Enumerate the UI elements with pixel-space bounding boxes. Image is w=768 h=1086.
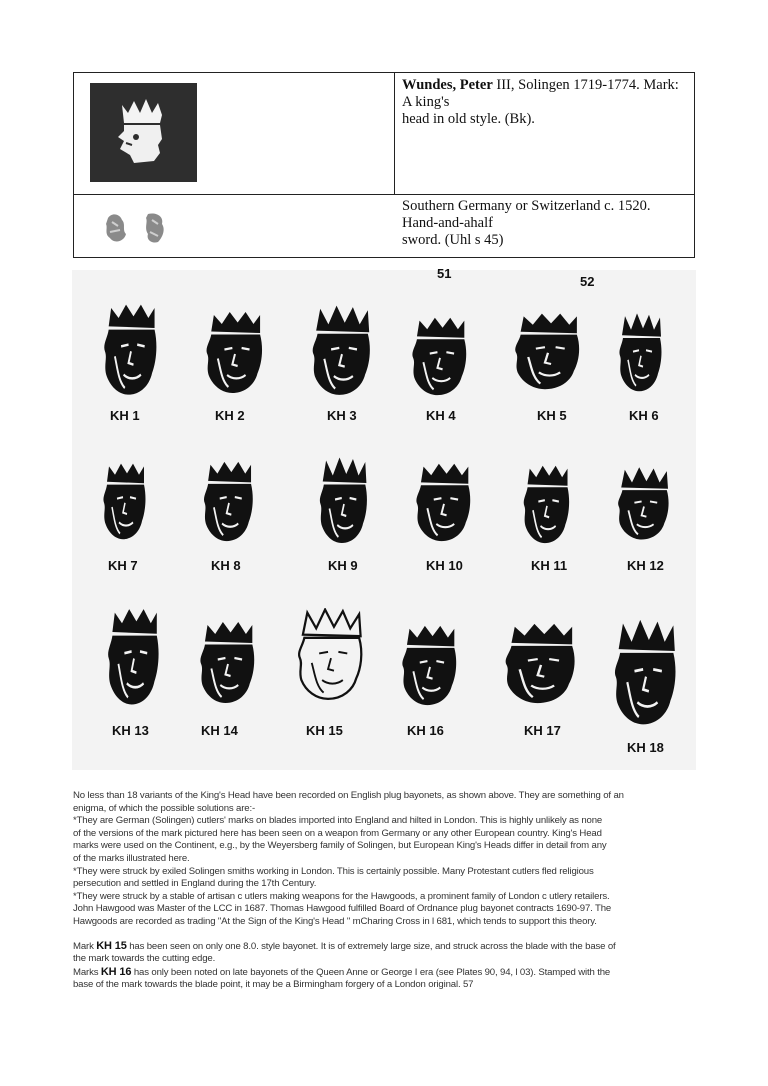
kings-head-mark-10 bbox=[412, 458, 476, 544]
table-cell-description bbox=[402, 198, 686, 249]
text-run: has been seen on only one 8.0. style bayonet. It is of extremely large size, and struck across the blade with the base of bbox=[126, 940, 616, 952]
commentary-line: of the marks illustrated here. bbox=[73, 852, 190, 864]
description-line: Southern Germany or Switzerland c. 1520. bbox=[402, 198, 651, 214]
commentary-paragraph bbox=[73, 940, 699, 992]
text-run: Mark bbox=[73, 940, 97, 952]
kings-head-mark-7 bbox=[100, 458, 150, 542]
mark-label: KH 1 bbox=[110, 408, 140, 423]
mark-reference: KH 15 bbox=[96, 939, 127, 952]
marks-table bbox=[73, 72, 695, 258]
table-row bbox=[74, 73, 694, 195]
commentary-line: John Hawgood was Master of the LCC in 1687. Thomas Hawgood fulfilled Board of Ordnance plug bayonet contracts 1690-97. The bbox=[73, 903, 612, 915]
mark-label: KH 7 bbox=[108, 558, 138, 573]
kings-head-plate bbox=[72, 266, 696, 770]
kings-head-mark-3 bbox=[308, 304, 376, 398]
kings-head-mark-12 bbox=[614, 466, 674, 542]
kings-head-mark-11 bbox=[520, 460, 574, 546]
maker-name: Wundes, Peter bbox=[402, 77, 493, 93]
kings-head-mark-16 bbox=[398, 620, 462, 708]
commentary-paragraph bbox=[73, 790, 699, 929]
mark-reference: KH 16 bbox=[100, 965, 132, 978]
kings-head-mark-17 bbox=[500, 618, 582, 706]
kings-head-mark-2 bbox=[202, 306, 268, 396]
kings-head-mark-4 bbox=[408, 312, 472, 398]
text-run: Marks bbox=[73, 966, 101, 978]
commentary-line: persecution and settled in England during the 17th Century. bbox=[73, 878, 317, 890]
commentary-line: *They were struck by exiled Solingen smiths working in London. This is certainly possible. Many Protestant cutlers fled religious bbox=[73, 865, 594, 877]
commentary-line: No less than 18 variants of the King's Head have been recorded on English plug bayonets, as shown above. They are something of an bbox=[73, 790, 624, 801]
description-line: A king's bbox=[402, 94, 450, 110]
commentary-line: enigma, of which the possible solutions are:- bbox=[73, 802, 256, 814]
table-row bbox=[74, 194, 694, 258]
mark-label: KH 17 bbox=[524, 723, 561, 738]
kings-head-mark-9 bbox=[316, 456, 372, 546]
description-line: Hand-and-ahalf bbox=[402, 215, 493, 231]
description-line: head in old style. (Bk). bbox=[402, 111, 535, 127]
kings-head-mark-8 bbox=[200, 456, 258, 544]
plate-number: 51 bbox=[437, 266, 452, 281]
text-run: base of the mark towards the blade point, it may be a Birmingham forgery of a London original. 57 bbox=[73, 979, 474, 991]
commentary-line: of the versions of the mark pictured here has been seen on a weapon from Germany or any other European country. King's Head bbox=[73, 827, 602, 839]
mark-label: KH 11 bbox=[531, 558, 568, 573]
kings-head-mark-6 bbox=[616, 312, 666, 394]
mark-label: KH 2 bbox=[215, 408, 245, 423]
plate-number: 52 bbox=[580, 274, 595, 289]
mark-label: KH 6 bbox=[629, 408, 659, 423]
mark-label: KH 15 bbox=[306, 723, 343, 738]
sword-marks-photo bbox=[102, 208, 174, 248]
text-run: the mark towards the cutting edge. bbox=[73, 953, 216, 965]
commentary-line: Hawgoods are recorded as trading "At the Sign of the King's Head " mCharing Cross in l 681, which tends to support this theory. bbox=[73, 915, 597, 927]
commentary-line: *They were struck by a stable of artisan c utlers making weapons for the Hawgoods, a prominent family of London c utlery retailers. bbox=[73, 890, 610, 902]
mark-label: KH 8 bbox=[211, 558, 241, 573]
mark-label: KH 16 bbox=[407, 723, 444, 738]
kings-head-mark-5 bbox=[510, 308, 586, 392]
mark-label: KH 12 bbox=[627, 558, 664, 573]
mark-label: KH 13 bbox=[112, 723, 149, 738]
mark-label: KH 18 bbox=[627, 740, 664, 755]
mark-label: KH 3 bbox=[327, 408, 357, 423]
kings-head-mark-13 bbox=[104, 602, 164, 708]
mark-label: KH 4 bbox=[426, 408, 456, 423]
commentary bbox=[73, 790, 699, 992]
commentary-line: marks were used on the Continent, e.g., by the Weyersberg family of Solingen, but European King's Heads differ in detail from any bbox=[73, 840, 607, 852]
mark-label: KH 5 bbox=[537, 408, 567, 423]
text-run: has only been noted on late bayonets of the Queen Anne or George I era (see Plates 90, 94, l 03). Stamped with the bbox=[131, 966, 611, 978]
mark-label: KH 10 bbox=[426, 558, 463, 573]
king-head-photo bbox=[90, 83, 197, 182]
table-divider bbox=[394, 73, 395, 194]
description-line: sword. (Uhl s 45) bbox=[402, 232, 504, 248]
table-cell-description bbox=[402, 77, 686, 128]
kings-head-mark-14 bbox=[196, 616, 260, 706]
commentary-line: *They are German (Solingen) cutlers' marks on blades imported into England and hilted in London. This is highly unlikely as none bbox=[73, 815, 603, 827]
maker-details: III, Solingen 1719-1774. Mark: bbox=[492, 77, 679, 93]
mark-label: KH 14 bbox=[201, 723, 238, 738]
mark-label: KH 9 bbox=[328, 558, 358, 573]
kings-head-mark-1 bbox=[100, 298, 162, 398]
kings-head-mark-15 bbox=[294, 608, 368, 702]
kings-head-mark-18 bbox=[610, 618, 682, 728]
